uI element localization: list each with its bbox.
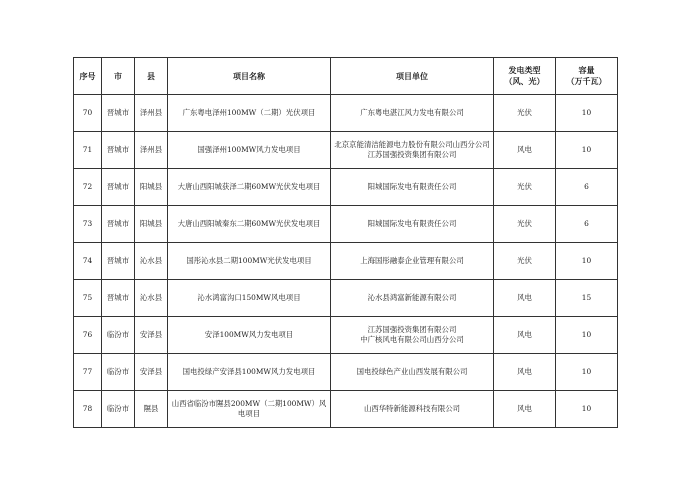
cell-no: 72 <box>74 169 102 206</box>
cell-project-unit: 江苏国强投资集团有限公司 中广核风电有限公司山西分公司 <box>331 317 494 354</box>
cell-no: 70 <box>74 95 102 132</box>
cell-county: 阳城县 <box>135 169 168 206</box>
cell-no: 77 <box>74 354 102 391</box>
header-capacity-line2: （万千瓦） <box>566 76 607 86</box>
cell-capacity: 10 <box>556 95 618 132</box>
cell-county: 沁水县 <box>135 280 168 317</box>
cell-type: 风电 <box>494 391 556 428</box>
cell-project-unit: 阳城国际发电有限责任公司 <box>331 169 494 206</box>
header-type <box>494 58 556 95</box>
cell-county: 泽州县 <box>135 95 168 132</box>
cell-project-name: 国强泽州100MW风力发电项目 <box>168 132 331 169</box>
header-type-line1: 发电类型 <box>508 65 541 76</box>
cell-no: 74 <box>74 243 102 280</box>
cell-capacity: 15 <box>556 280 618 317</box>
header-type-line2: （风、光） <box>504 76 545 86</box>
cell-capacity: 10 <box>556 354 618 391</box>
cell-type: 光伏 <box>494 206 556 243</box>
table-row <box>74 206 618 243</box>
cell-county: 安泽县 <box>135 317 168 354</box>
table-row <box>74 280 618 317</box>
cell-no: 75 <box>74 280 102 317</box>
table-row <box>74 354 618 391</box>
cell-no: 78 <box>74 391 102 428</box>
cell-capacity: 10 <box>556 317 618 354</box>
header-capacity-line1: 容量 <box>578 65 595 76</box>
cell-project-name: 安泽100MW风力发电项目 <box>168 317 331 354</box>
header-city: 市 <box>102 58 135 95</box>
cell-county: 安泽县 <box>135 354 168 391</box>
project-table <box>73 57 618 428</box>
cell-project-name: 沁水鸿富沟口150MW风电项目 <box>168 280 331 317</box>
header-no: 序号 <box>74 58 102 95</box>
cell-city: 临汾市 <box>102 391 135 428</box>
cell-no: 76 <box>74 317 102 354</box>
cell-project-unit: 北京京能清洁能源电力股份有限公司山西分公司 江苏国强投资集团有限公司 <box>331 132 494 169</box>
cell-county: 沁水县 <box>135 243 168 280</box>
cell-city: 晋城市 <box>102 95 135 132</box>
table-row <box>74 391 618 428</box>
cell-project-name: 山西省临汾市隰县200MW（二期100MW）风电项目 <box>168 391 331 428</box>
cell-type: 风电 <box>494 317 556 354</box>
cell-project-name: 广东粤电泽州100MW（二期）光伏项目 <box>168 95 331 132</box>
cell-project-unit: 上海国彤融泰企业管理有限公司 <box>331 243 494 280</box>
cell-type: 光伏 <box>494 95 556 132</box>
table-row <box>74 95 618 132</box>
cell-project-name: 国电投绿产安泽县100MW风力发电项目 <box>168 354 331 391</box>
cell-no: 73 <box>74 206 102 243</box>
cell-capacity: 10 <box>556 132 618 169</box>
cell-type: 风电 <box>494 354 556 391</box>
cell-capacity: 6 <box>556 206 618 243</box>
header-project-unit: 项目单位 <box>331 58 494 95</box>
cell-type: 光伏 <box>494 169 556 206</box>
cell-city: 晋城市 <box>102 243 135 280</box>
table-row <box>74 132 618 169</box>
table-row <box>74 243 618 280</box>
cell-capacity: 10 <box>556 243 618 280</box>
cell-project-unit: 沁水县鸿富新能源有限公司 <box>331 280 494 317</box>
table-header-row <box>74 58 618 95</box>
cell-city: 临汾市 <box>102 317 135 354</box>
header-project-name: 项目名称 <box>168 58 331 95</box>
cell-project-unit: 国电投绿色产业山西发展有限公司 <box>331 354 494 391</box>
table-row <box>74 169 618 206</box>
cell-capacity: 6 <box>556 169 618 206</box>
cell-no: 71 <box>74 132 102 169</box>
cell-type: 光伏 <box>494 243 556 280</box>
cell-city: 临汾市 <box>102 354 135 391</box>
cell-type: 风电 <box>494 280 556 317</box>
cell-project-unit: 阳城国际发电有限责任公司 <box>331 206 494 243</box>
cell-city: 晋城市 <box>102 206 135 243</box>
cell-capacity: 10 <box>556 391 618 428</box>
cell-type: 风电 <box>494 132 556 169</box>
cell-county: 阳城县 <box>135 206 168 243</box>
table-row <box>74 317 618 354</box>
cell-project-name: 大唐山西阳城获泽二期60MW光伏发电项目 <box>168 169 331 206</box>
header-capacity <box>556 58 618 95</box>
header-county: 县 <box>135 58 168 95</box>
cell-city: 晋城市 <box>102 280 135 317</box>
cell-project-name: 大唐山西阳城秦东二期60MW光伏发电项目 <box>168 206 331 243</box>
cell-project-name: 国彤沁水县二期100MW光伏发电项目 <box>168 243 331 280</box>
cell-city: 晋城市 <box>102 132 135 169</box>
cell-county: 泽州县 <box>135 132 168 169</box>
cell-project-unit: 广东粤电湛江风力发电有限公司 <box>331 95 494 132</box>
cell-city: 晋城市 <box>102 169 135 206</box>
cell-county: 隰县 <box>135 391 168 428</box>
cell-project-unit: 山西华特新能源科技有限公司 <box>331 391 494 428</box>
